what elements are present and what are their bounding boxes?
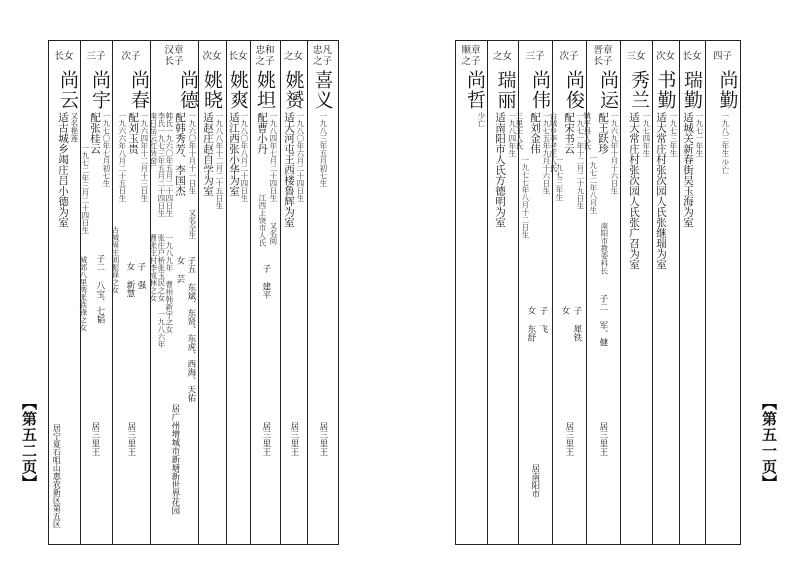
genealogy-entry <box>150 44 198 544</box>
spouse-name: 配刘金伟 <box>529 112 542 154</box>
spouse-birth: 一九七七年八月十二日生 <box>520 156 530 239</box>
person-name: 喜义 <box>311 70 334 110</box>
relation-label: 长女 <box>54 50 74 62</box>
birth-date: 一九六〇年十月十一日生 <box>187 112 197 195</box>
person-name: 姚坦 <box>254 70 276 110</box>
son-list: 子 飞 <box>537 306 548 333</box>
marriage-note: 适大常庄村张次园人氏张广召为室 <box>628 112 641 270</box>
person-name: 尚伟 <box>529 70 551 110</box>
spouse-birth: 一九七二年八月生 <box>588 154 598 214</box>
page-number-tab: 【第五一页】 <box>760 395 778 491</box>
relation-label: 三子 <box>525 50 545 62</box>
son-list: 子二 八宝、七韬 <box>94 254 105 324</box>
birth-date: 一九七三年生 <box>668 112 678 157</box>
spouse-name: 配张桂云 <box>89 112 102 154</box>
spouse-origin: 三里王人氏 <box>514 112 524 150</box>
children-names: 建平 <box>260 282 271 299</box>
daughter-list: 女 芸 <box>174 256 185 283</box>
birth-date: 一九八四年生 <box>507 112 517 157</box>
residence: 居三里王 <box>597 422 608 456</box>
person-name: 瑞勤 <box>681 70 703 110</box>
right-page <box>400 0 800 569</box>
genealogy-entry <box>679 44 705 544</box>
genealogy-entry <box>80 44 112 544</box>
person-name: 姚晓 <box>201 70 223 110</box>
workplace-note: 南日岳云红砖窑厂 <box>148 112 158 172</box>
spouse-name: 配宋书云 <box>563 112 576 154</box>
genealogy-entry <box>48 44 80 544</box>
person-name: 书勤 <box>654 70 677 110</box>
person-name: 尚德 <box>177 70 199 110</box>
genealogy-entry <box>112 44 150 544</box>
genealogy-entry <box>307 44 338 544</box>
birth-date: 一九七〇年七月初七生 <box>101 112 111 187</box>
son-list: 子 强 <box>135 262 146 289</box>
death-note: 少亡 <box>476 112 486 127</box>
spouse-origin: 城郊八里湾张铁锋之女 <box>78 256 88 331</box>
relation-label: 四子 <box>712 50 732 62</box>
genealogy-entry <box>514 44 552 544</box>
spouse-origin: 一九八九年 曹州韩新宇之女 <box>164 234 174 333</box>
top-rule <box>455 40 740 41</box>
bottom-rule <box>48 544 338 545</box>
person-name: 姚赟 <box>282 70 305 110</box>
genealogy-entry <box>250 44 280 544</box>
residence: 居三里王 <box>563 422 574 456</box>
relation-label: 忠和 之子 <box>255 45 275 67</box>
relation-label: 晋章 长子 <box>593 45 613 67</box>
genealogy-entry <box>487 44 518 544</box>
daughter-list: 女 <box>559 306 570 315</box>
spouse-name: 配曹小丹 <box>256 112 269 154</box>
relation-label: 长女 <box>228 50 248 62</box>
residence: 居三里王 <box>125 422 136 456</box>
person-name: 尚俊 <box>563 70 585 110</box>
person-name: 尚宇 <box>89 70 111 110</box>
relation-label: 三子 <box>86 50 106 62</box>
relation-label: 次女 <box>655 50 675 62</box>
person-name: 瑞丽 <box>494 70 517 110</box>
birth-date: 一九八〇年六月二十四日生 <box>295 112 305 202</box>
residence: 居南阳市 <box>529 464 540 498</box>
spouse-name: 配王跃珍 <box>597 112 610 154</box>
relation-label: 次女 <box>202 50 222 62</box>
genealogy-entry <box>652 44 679 544</box>
genealogy-entry <box>280 44 307 544</box>
birth-date: 一九七五年九月十六日生 <box>541 112 551 195</box>
marriage-note: 适南阳市人氏方德明为室 <box>494 112 507 228</box>
children-label: 子 <box>260 264 271 273</box>
marriage-note: 适赵庄赵自学为室 <box>202 112 215 196</box>
spouse-birth: 一九七三年生 <box>554 156 564 201</box>
person-name: 尚哲 <box>464 70 486 110</box>
person-name: 尚勤 <box>716 70 739 110</box>
genealogy-entry <box>620 44 652 544</box>
birth-date: 一九六九年十月十六日生 <box>609 112 619 195</box>
top-rule <box>48 40 338 41</box>
spouse-origin: 张庄户桥张玉民之女 一九八六年 <box>156 234 166 348</box>
spouse-origin: 古城周庄刘振铎之女 <box>110 226 120 294</box>
marriage-note: 适城关新春街吴玉海为室 <box>682 112 695 228</box>
person-name: 尚云 <box>57 70 79 110</box>
relation-label: 三女 <box>626 50 646 62</box>
spouse-occupation: 南阳市教委科长 <box>599 222 609 275</box>
genealogy-entry <box>582 44 620 544</box>
spouse-name: 配韩秀芳、李国杰 <box>174 112 187 196</box>
alias-note: 又名阅 <box>268 222 278 245</box>
residence: 居三里王 <box>317 422 328 456</box>
son-list: 子二 军、健 <box>597 294 608 347</box>
birth-date: 一九八四年七月二十四日生 <box>268 112 278 202</box>
death-note: 少亡 <box>720 159 730 174</box>
page-number-tab: 【第五二页】 <box>20 395 38 491</box>
children-list: 子五 东斌、东贤、东虎、西海、天佑 <box>185 256 196 402</box>
residence: 居广州增城市新塘新世界花园 <box>169 404 180 515</box>
person-name: 尚运 <box>597 70 619 110</box>
person-name: 尚春 <box>128 70 150 110</box>
birth-date: 一九七四年生 <box>641 112 651 157</box>
alias-note: 又名艳莲 <box>69 112 79 142</box>
relation-label: 之女 <box>492 50 512 62</box>
relation-label: 次子 <box>121 50 141 62</box>
marriage-note: 适大常庄村张次园人氏张继瑞为室 <box>655 112 668 270</box>
residence: 居宁夏石咀山惠农新区第五区 <box>52 424 62 528</box>
genealogy-entry <box>455 44 487 544</box>
marriage-note: 适江西张小华为室 <box>228 112 241 196</box>
relation-label: 汉章 长子 <box>164 45 184 67</box>
birth-date: 一九七一年十二月二十九日生 <box>575 112 585 210</box>
marriage-note: 适大河屯王西楼鲁辉为室 <box>283 112 296 228</box>
spouse-origin: 曹张庄村李成林之女 <box>148 234 158 302</box>
relation-label: 长女 <box>682 50 702 62</box>
relation-label: 忠凡 之子 <box>312 45 332 67</box>
relation-label: 之女 <box>283 50 303 62</box>
genealogy-entry <box>705 44 740 544</box>
birth-date: 一九六四年十二月十三日生 <box>139 112 149 202</box>
birth-date: 一九八三年五月初七生 <box>318 112 328 187</box>
daughter-list: 女 东舒 <box>525 306 536 342</box>
residence: 居三里王 <box>288 422 299 456</box>
person-name: 秀兰 <box>628 70 650 110</box>
residence: 居三里王 <box>260 422 271 456</box>
genealogy-entry <box>198 44 226 544</box>
spouse-origin: 江西上饶市人氏 <box>257 194 267 247</box>
genealogy-entry <box>548 44 586 544</box>
relation-label: 顺章 之子 <box>461 45 481 67</box>
daughter-list: 女 新慧 <box>124 262 135 298</box>
person-name: 姚爽 <box>227 70 249 110</box>
alias-note: 又名全生 <box>187 209 197 239</box>
spouse-origin: 镇平县人氏 <box>582 112 592 150</box>
birth-date: 一九八三年生 <box>720 112 730 157</box>
son-list: 子 犀铁 <box>571 306 582 342</box>
spouse-birth: 一九七二年三月二十四日生 <box>80 144 90 234</box>
genealogy-entry <box>226 44 250 544</box>
residence: 居三里王 <box>89 422 100 456</box>
spouse-name: 配刘玉贵 <box>127 112 140 154</box>
spouse-note: 韩氏一九六〇年五月二十四日生 <box>164 112 174 217</box>
spouse-origin: 台城乡李老庄人氏 <box>548 112 558 172</box>
relation-label: 次子 <box>559 50 579 62</box>
birth-date: 一九八〇年八月二十四日生 <box>239 112 249 202</box>
bottom-rule <box>455 544 740 545</box>
spouse-note: 李氏一九七三年五月二十四日生 <box>156 112 166 217</box>
birth-date: 一九八八年十二月二十五日生 <box>214 112 224 210</box>
birth-date: 一九七一年生 <box>694 112 704 157</box>
spouse-birth: 一九六六年八月二十五日生 <box>117 112 127 202</box>
marriage-note: 适古城乡竭庄吕小德为室 <box>57 112 70 228</box>
